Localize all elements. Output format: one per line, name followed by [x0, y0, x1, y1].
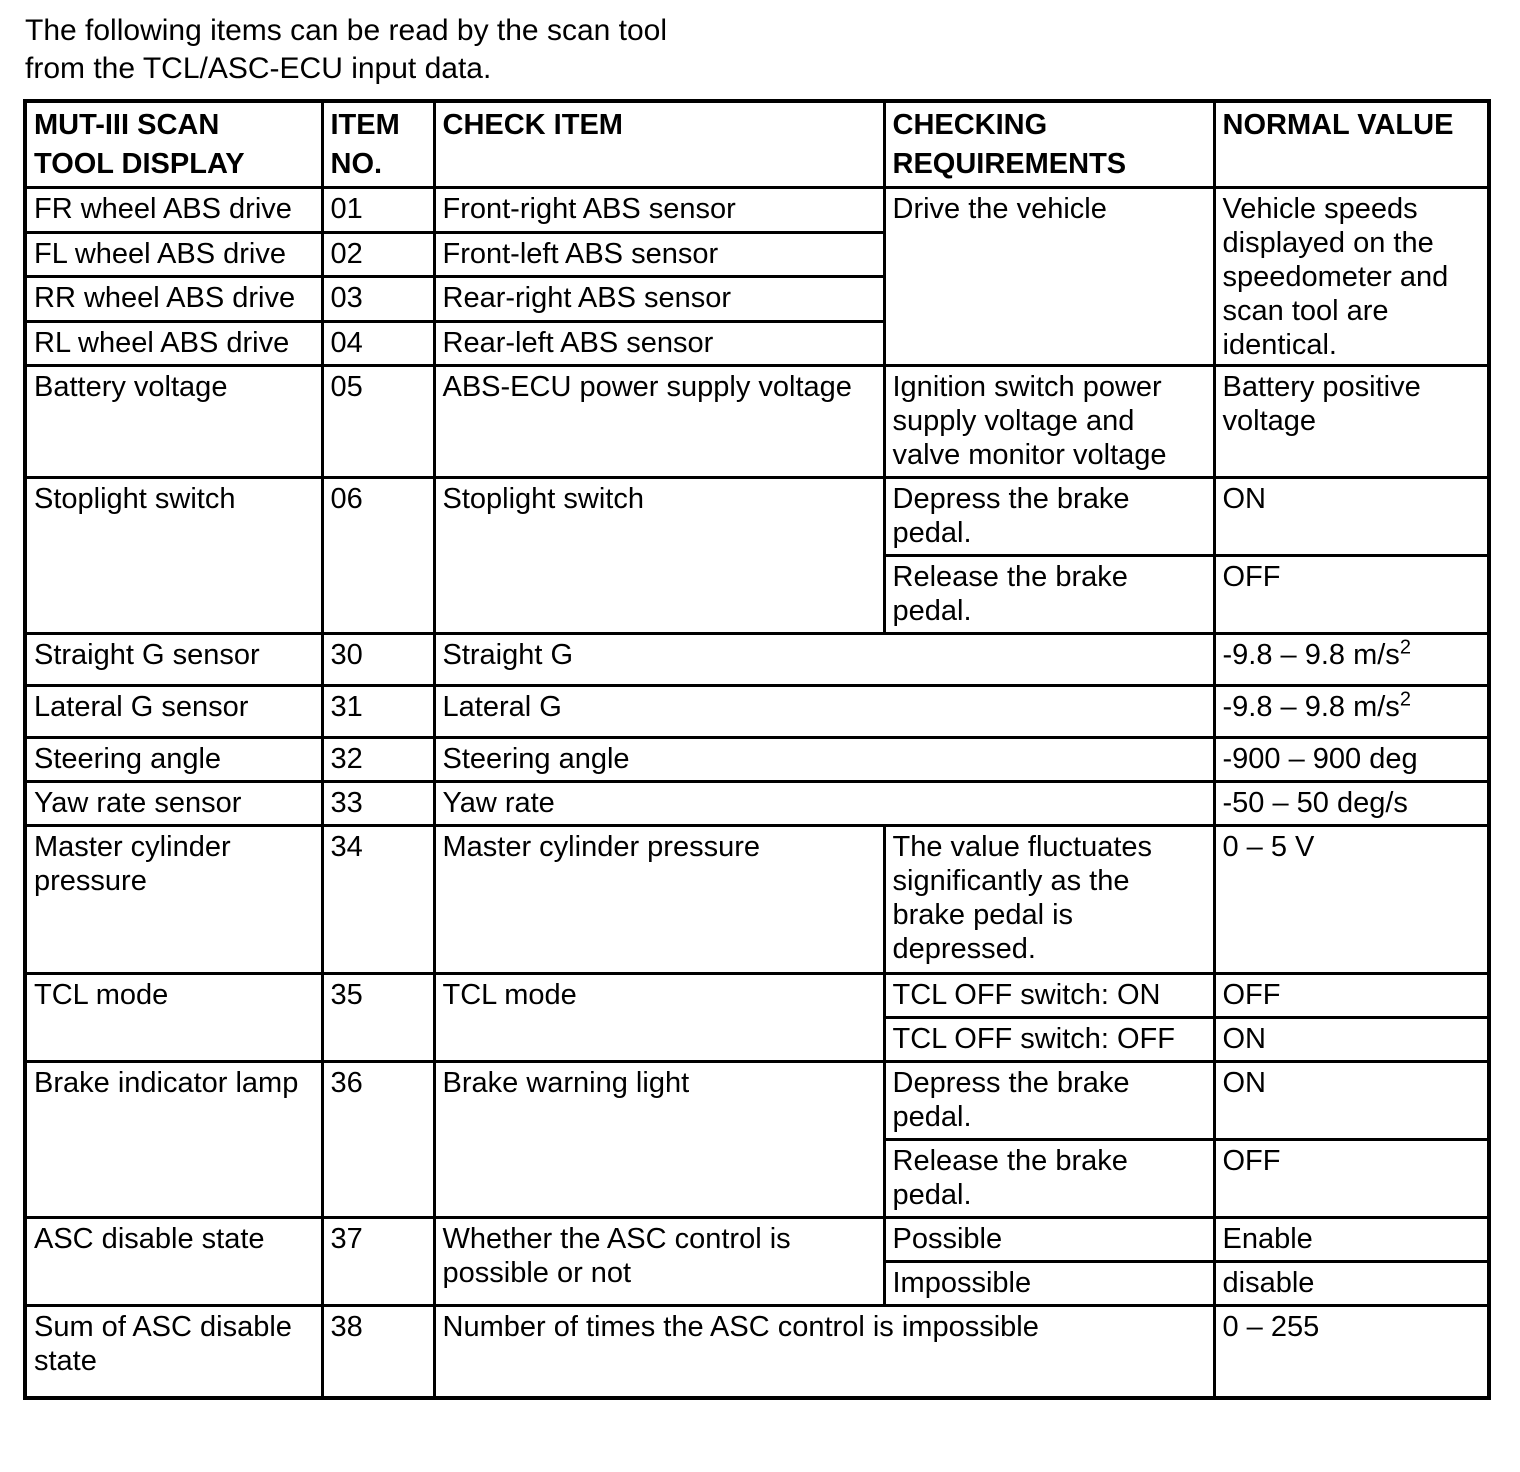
intro-line-2: from the TCL/ASC-ECU input data. — [25, 52, 492, 85]
cell-normal-value: disable — [1214, 1262, 1489, 1306]
table-header-row — [25, 101, 1489, 188]
intro-text — [25, 12, 1520, 88]
row-yaw-rate — [25, 782, 1489, 826]
cell-item-no: 02 — [322, 232, 434, 277]
header-mut-display — [25, 101, 322, 188]
cell-normal-value: Vehicle speeds displayed on the speedometer and scan tool are identical. — [1214, 188, 1489, 366]
header-line: NORMAL VALUE — [1222, 109, 1454, 141]
cell-display: Sum of ASC disable state — [25, 1306, 322, 1398]
header-line: NO. — [330, 148, 383, 180]
superscript: 2 — [1399, 636, 1411, 659]
cell-check-item: Steering angle — [434, 738, 1214, 782]
cell-normal-value: ON — [1214, 478, 1489, 556]
cell-display: RL wheel ABS drive — [25, 321, 322, 366]
cell-normal-value: OFF — [1214, 556, 1489, 634]
cell-display: Steering angle — [25, 738, 322, 782]
cell-checking: TCL OFF switch: ON — [884, 974, 1214, 1018]
cell-item-no: 03 — [322, 277, 434, 322]
cell-display: RR wheel ABS drive — [25, 277, 322, 322]
cell-normal-value: 0 – 255 — [1214, 1306, 1489, 1398]
cell-display: Battery voltage — [25, 366, 322, 478]
cell-display: Straight G sensor — [25, 634, 322, 686]
row-straight-g — [25, 634, 1489, 686]
cell-checking: Release the brake pedal. — [884, 1140, 1214, 1218]
cell-normal-value: ON — [1214, 1062, 1489, 1140]
cell-display: ASC disable state — [25, 1218, 322, 1306]
cell-item-no: 04 — [322, 321, 434, 366]
cell-checking: TCL OFF switch: OFF — [884, 1018, 1214, 1062]
normal-value-text: -9.8 – 9.8 m/s — [1222, 691, 1400, 723]
cell-normal-value: 0 – 5 V — [1214, 826, 1489, 974]
header-item-no — [322, 101, 434, 188]
header-line: ITEM — [330, 109, 400, 141]
cell-display: Stoplight switch — [25, 478, 322, 634]
cell-check-item: Yaw rate — [434, 782, 1214, 826]
header-check-item — [434, 101, 884, 188]
cell-normal-value — [1214, 686, 1489, 738]
cell-item-no: 32 — [322, 738, 434, 782]
cell-item-no: 36 — [322, 1062, 434, 1218]
cell-check-item: Lateral G — [434, 686, 1214, 738]
row-battery-voltage — [25, 366, 1489, 478]
cell-checking: Ignition switch power supply voltage and valve monitor voltage — [884, 366, 1214, 478]
row-asc-disable-state — [25, 1218, 1489, 1262]
cell-item-no: 30 — [322, 634, 434, 686]
header-line: CHECK ITEM — [442, 109, 623, 141]
cell-item-no: 33 — [322, 782, 434, 826]
cell-checking: Possible — [884, 1218, 1214, 1262]
cell-display: TCL mode — [25, 974, 322, 1062]
header-line: REQUIREMENTS — [892, 148, 1127, 180]
intro-line-1: The following items can be read by the scan tool — [25, 14, 668, 47]
cell-checking: The value fluctuates significantly as the brake pedal is depressed. — [884, 826, 1214, 974]
row-fr-wheel-abs — [25, 188, 1489, 233]
cell-check-item: Stoplight switch — [434, 478, 884, 634]
cell-normal-value: -900 – 900 deg — [1214, 738, 1489, 782]
cell-normal-value: Enable — [1214, 1218, 1489, 1262]
cell-check-item: Front-left ABS sensor — [434, 232, 884, 277]
cell-item-no: 35 — [322, 974, 434, 1062]
header-checking-requirements — [884, 101, 1214, 188]
cell-checking: Release the brake pedal. — [884, 556, 1214, 634]
cell-item-no: 05 — [322, 366, 434, 478]
cell-check-item: Brake warning light — [434, 1062, 884, 1218]
cell-check-item: Number of times the ASC control is impossible — [434, 1306, 1214, 1398]
cell-item-no: 38 — [322, 1306, 434, 1398]
cell-check-item: TCL mode — [434, 974, 884, 1062]
header-line: MUT-III SCAN — [34, 109, 220, 141]
cell-normal-value: Battery positive voltage — [1214, 366, 1489, 478]
header-line: TOOL DISPLAY — [34, 148, 245, 180]
row-lateral-g — [25, 686, 1489, 738]
cell-checking: Depress the brake pedal. — [884, 1062, 1214, 1140]
row-tcl-mode — [25, 974, 1489, 1018]
cell-checking: Drive the vehicle — [884, 188, 1214, 366]
superscript: 2 — [1399, 688, 1411, 711]
row-brake-indicator-lamp — [25, 1062, 1489, 1140]
cell-check-item: Whether the ASC control is possible or not — [434, 1218, 884, 1306]
cell-normal-value: OFF — [1214, 974, 1489, 1018]
cell-item-no: 37 — [322, 1218, 434, 1306]
cell-display: FR wheel ABS drive — [25, 188, 322, 233]
cell-display: FL wheel ABS drive — [25, 232, 322, 277]
cell-check-item: Rear-right ABS sensor — [434, 277, 884, 322]
cell-normal-value: -50 – 50 deg/s — [1214, 782, 1489, 826]
cell-item-no: 06 — [322, 478, 434, 634]
cell-display: Brake indicator lamp — [25, 1062, 322, 1218]
cell-display: Yaw rate sensor — [25, 782, 322, 826]
cell-check-item: Master cylinder pressure — [434, 826, 884, 974]
cell-item-no: 01 — [322, 188, 434, 233]
cell-checking: Depress the brake pedal. — [884, 478, 1214, 556]
row-steering-angle — [25, 738, 1489, 782]
cell-item-no: 34 — [322, 826, 434, 974]
cell-item-no: 31 — [322, 686, 434, 738]
row-master-cylinder-pressure — [25, 826, 1489, 974]
header-normal-value — [1214, 101, 1489, 188]
row-sum-asc-disable-state — [25, 1306, 1489, 1398]
header-line: CHECKING — [892, 109, 1048, 141]
cell-check-item: ABS-ECU power supply voltage — [434, 366, 884, 478]
normal-value-text: -9.8 – 9.8 m/s — [1222, 639, 1400, 671]
cell-display: Master cylinder pressure — [25, 826, 322, 974]
cell-checking: Impossible — [884, 1262, 1214, 1306]
cell-check-item: Front-right ABS sensor — [434, 188, 884, 233]
cell-normal-value — [1214, 634, 1489, 686]
cell-check-item: Straight G — [434, 634, 1214, 686]
scan-tool-data-table — [23, 99, 1491, 1400]
row-stoplight-switch — [25, 478, 1489, 556]
cell-normal-value: ON — [1214, 1018, 1489, 1062]
cell-normal-value: OFF — [1214, 1140, 1489, 1218]
cell-display: Lateral G sensor — [25, 686, 322, 738]
cell-check-item: Rear-left ABS sensor — [434, 321, 884, 366]
